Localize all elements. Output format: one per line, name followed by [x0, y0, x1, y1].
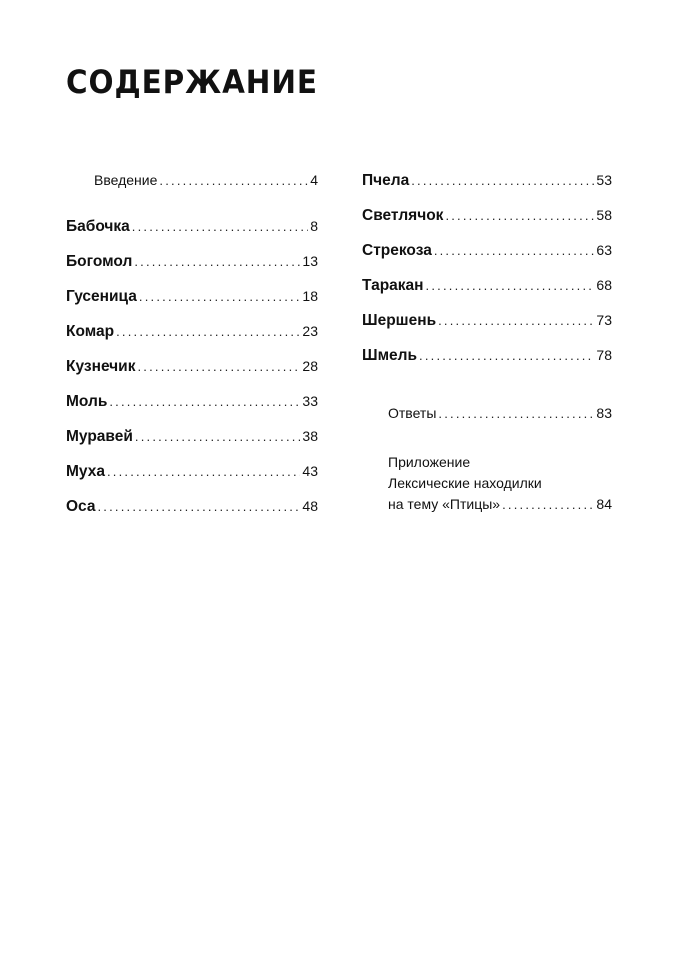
toc-entry[interactable]	[66, 284, 318, 308]
toc-entry[interactable]	[66, 494, 318, 518]
toc-entry-label: Ответы	[388, 405, 437, 421]
leader-dots	[419, 344, 594, 368]
toc-entry-page: 23	[302, 323, 318, 339]
toc-entry-page: 63	[596, 242, 612, 258]
toc-entry-page: 48	[302, 498, 318, 514]
toc-entry[interactable]	[362, 273, 612, 297]
toc-entry-label: Бабочка	[66, 218, 130, 235]
leader-dots	[98, 495, 301, 519]
toc-entry-label: Муха	[66, 463, 105, 480]
leader-dots	[135, 425, 301, 449]
appendix-subtitle: Лексические находилки	[388, 475, 542, 491]
leader-dots	[116, 320, 300, 344]
leader-dots	[445, 204, 594, 228]
toc-entry[interactable]	[66, 459, 318, 483]
toc-entry-label: Шмель	[362, 347, 418, 364]
toc-entry-label: Оса	[66, 498, 96, 515]
toc-entry[interactable]	[66, 319, 318, 343]
toc-entry-label: Моль	[66, 393, 108, 410]
toc-entry[interactable]	[362, 203, 612, 227]
toc-entry-page: 83	[596, 405, 612, 421]
toc-entry[interactable]	[66, 389, 318, 413]
leader-dots	[107, 460, 300, 484]
toc-entry-page: 18	[302, 288, 318, 304]
toc-entry-page: 53	[596, 172, 612, 188]
leader-dots	[137, 355, 300, 379]
leader-dots	[159, 169, 308, 193]
toc-entry-label: Кузнечик	[66, 358, 136, 375]
toc-entry-label: Комар	[66, 323, 115, 340]
leader-dots	[502, 494, 594, 515]
leader-dots	[438, 402, 594, 426]
toc-entry[interactable]	[66, 249, 318, 273]
toc-entry-page: 73	[596, 312, 612, 328]
leader-dots	[139, 285, 301, 309]
leader-dots	[109, 390, 300, 414]
toc-entry-label: Шершень	[362, 312, 437, 329]
leader-dots	[134, 250, 300, 274]
toc-entry-page: 8	[310, 218, 318, 234]
appendix-entry-line	[388, 494, 612, 515]
toc-entry-page: 84	[596, 496, 612, 512]
leader-dots	[411, 169, 594, 193]
toc-entry-page: 38	[302, 428, 318, 444]
toc-entry-answers[interactable]	[388, 401, 612, 425]
leader-dots	[426, 274, 595, 298]
toc-entry-appendix[interactable]	[388, 452, 612, 515]
toc-entry-label: Муравей	[66, 428, 133, 445]
toc-entry-intro[interactable]	[94, 168, 318, 192]
leader-dots	[438, 309, 594, 333]
toc-entry-label: Стрекоза	[362, 242, 432, 259]
toc-entry-label: Светлячок	[362, 207, 444, 224]
leader-dots	[132, 215, 308, 239]
toc-entry-label: Таракан	[362, 277, 424, 294]
toc-entry-page: 33	[302, 393, 318, 409]
page-title: СОДЕРЖАНИЕ	[66, 63, 318, 101]
toc-entry-label: Гусеница	[66, 288, 137, 305]
toc-entry[interactable]	[362, 168, 612, 192]
toc-entry[interactable]	[362, 308, 612, 332]
toc-entry-label: Введение	[94, 172, 158, 188]
toc-entry[interactable]	[362, 238, 612, 262]
toc-entry[interactable]	[362, 343, 612, 367]
toc-entry-page: 58	[596, 207, 612, 223]
toc-entry-page: 68	[596, 277, 612, 293]
toc-entry-page: 13	[302, 253, 318, 269]
appendix-heading: Приложение	[388, 454, 471, 470]
toc-entry-page: 78	[596, 347, 612, 363]
toc-entry-page: 43	[302, 463, 318, 479]
toc-entry[interactable]	[66, 424, 318, 448]
toc-entry-label: Богомол	[66, 253, 133, 270]
leader-dots	[434, 239, 595, 263]
toc-entry-page: 4	[310, 172, 318, 188]
toc-entry[interactable]	[66, 214, 318, 238]
toc-entry-label: на тему «Птицы»	[388, 496, 501, 512]
toc-entry-page: 28	[302, 358, 318, 374]
toc-entry[interactable]	[66, 354, 318, 378]
toc-entry-label: Пчела	[362, 172, 410, 189]
